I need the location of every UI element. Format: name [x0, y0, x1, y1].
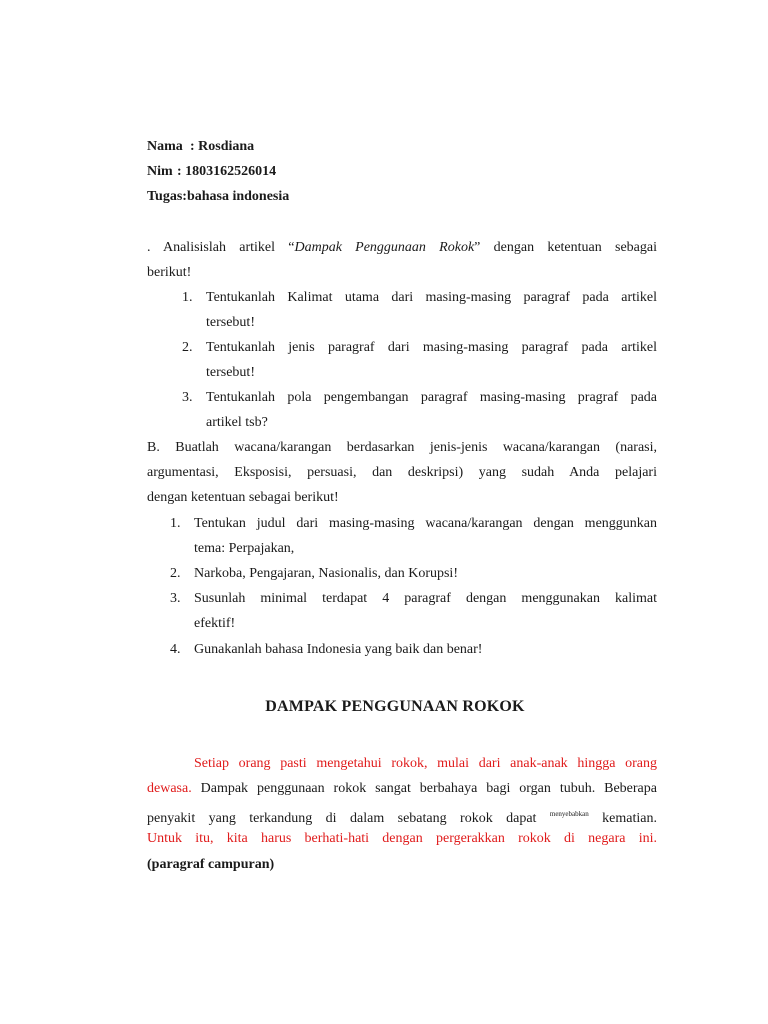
list-item-text: tersebut! [206, 315, 255, 330]
paragraph-line2 [147, 780, 657, 798]
list-item-text: tema: Perpajakan, [194, 541, 295, 556]
list-item-text: Tentukanlah Kalimat utama dari masing-masing paragraf pada artikel [206, 290, 657, 305]
list-item-text: tersebut! [206, 365, 255, 380]
intro-pre: . Analisislah artikel “ [147, 240, 295, 255]
list-item-text: Tentukanlah jenis paragraf dari masing-masing paragraf pada artikel [206, 340, 657, 355]
list-item-text: Susunlah minimal terdapat 4 paragraf dengan menggunakan kalimat [194, 591, 657, 606]
section-a-intro-line1 [147, 239, 657, 257]
paragraph-type-label: (paragraf campuran) [147, 857, 275, 872]
section-b-line2: argumentasi, Eksposisi, persuasi, dan deskripsi) yang sudah Anda pelajari [147, 465, 657, 480]
black-text-span: Dampak penggunaan rokok sangat berbahaya bagi organ tubuh. Beberapa [191, 781, 657, 796]
article-title: DAMPAK PENGGUNAAN ROKOK [265, 698, 525, 715]
nim-label: Nim [147, 164, 173, 179]
paragraph-line1: Setiap orang pasti mengetahui rokok, mulai dari anak-anak hingga orang [194, 756, 657, 771]
section-a-intro-line2: berikut! [147, 265, 192, 280]
red-text-span: dewasa. [147, 781, 192, 796]
nim-line [147, 163, 276, 181]
list-item-text: efektif! [194, 616, 236, 631]
article-title-italic: Dampak Penggunaan Rokok [294, 240, 475, 255]
tiny-text: menyebabkan [549, 810, 589, 818]
list-item-text: Tentukanlah pola pengembangan paragraf masing-masing pragraf pada [206, 390, 657, 405]
intro-post: ” dengan ketentuan sebagai [474, 240, 657, 255]
line3-post: kematian. [588, 811, 657, 826]
list-item-text: Tentukan judul dari masing-masing wacana/karangan dengan menggunkan [194, 516, 657, 531]
list-item-text: Gunakanlah bahasa Indonesia yang baik dan benar! [194, 642, 483, 657]
section-b-line3: dengan ketentuan sebagai berikut! [147, 490, 339, 505]
list-item-number: 3. [182, 390, 193, 405]
nama-value: : Rosdiana [190, 139, 255, 154]
list-item-number: 1. [170, 516, 181, 531]
paragraph-line4: Untuk itu, kita harus berhati-hati dengan pergerakkan rokok di negara ini. [147, 831, 657, 846]
list-item-number: 2. [170, 566, 181, 581]
list-item-number: 3. [170, 591, 181, 606]
list-item-text: artikel tsb? [206, 415, 268, 430]
tugas-line: Tugas:bahasa indonesia [147, 189, 290, 204]
list-item-number: 2. [182, 340, 193, 355]
nama-label: Nama [147, 139, 183, 154]
list-item-text: Narkoba, Pengajaran, Nasionalis, dan Korupsi! [194, 566, 458, 581]
nama-line [147, 138, 254, 156]
list-item-number: 4. [170, 642, 181, 657]
section-b-line1: B. Buatlah wacana/karangan berdasarkan jenis-jenis wacana/karangan (narasi, [147, 440, 657, 455]
line3-pre: penyakit yang terkandung di dalam sebatang rokok dapat [147, 811, 550, 826]
nim-value: : 1803162526014 [177, 164, 277, 179]
paragraph-line3 [147, 805, 657, 828]
list-item-number: 1. [182, 290, 193, 305]
